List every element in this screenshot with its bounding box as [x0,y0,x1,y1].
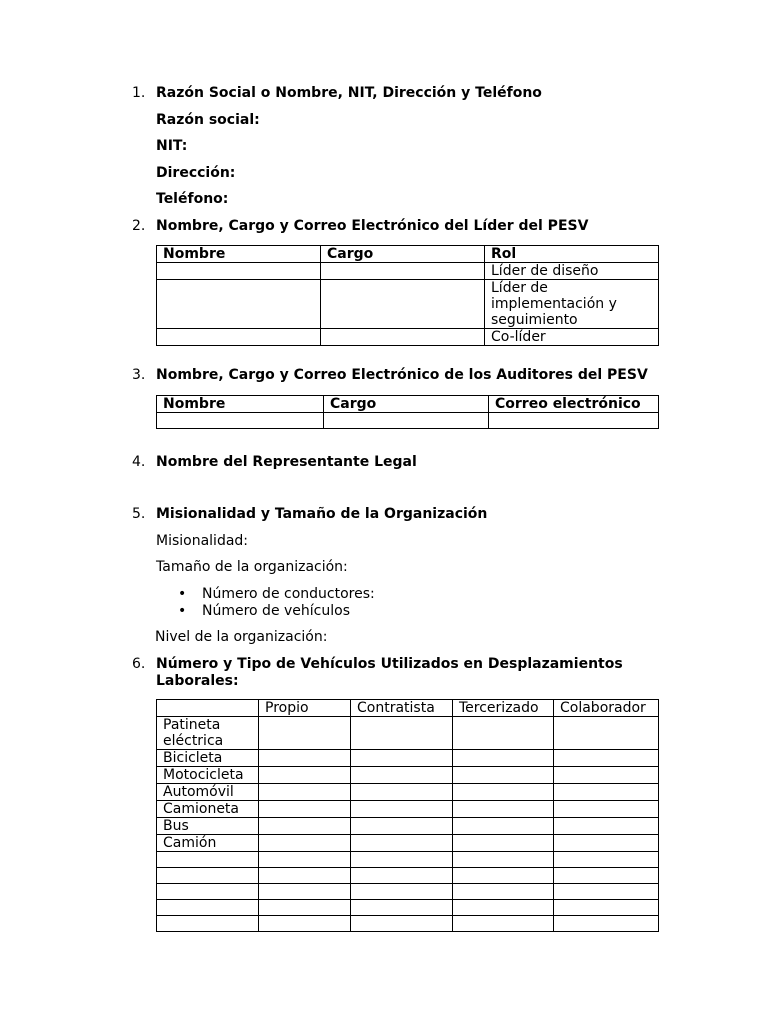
tamano-label: Tamaño de la organización: [156,559,348,575]
bullet-vehiculos: Número de vehículos [202,603,350,619]
table-row [157,280,659,329]
table-cell[interactable] [157,413,324,429]
role-cell: Co-líder [485,329,659,346]
leader-table [156,245,659,346]
section-title-4: Nombre del Representante Legal [156,454,417,470]
table-row [157,818,659,835]
role-cell [485,280,659,329]
table-row [157,784,659,801]
table-cell[interactable] [259,750,351,767]
table-cell[interactable] [259,868,351,884]
table-cell[interactable] [351,717,453,750]
table-cell[interactable] [554,835,659,852]
table-cell[interactable] [321,280,485,329]
vehicle-label: Bicicleta [157,750,259,767]
section-number-5: 5. [132,506,146,522]
auditors-table [156,395,659,429]
table-header-row [157,246,659,263]
field-nit: NIT: [156,138,188,154]
table-cell[interactable] [259,916,351,932]
table-row [157,767,659,784]
table-cell[interactable] [554,916,659,932]
table-cell[interactable] [453,900,554,916]
table-cell[interactable] [554,784,659,801]
section-number-4: 4. [132,454,146,470]
field-direccion: Dirección: [156,165,236,181]
table-cell[interactable] [157,263,321,280]
table-row [157,835,659,852]
table-cell[interactable] [351,916,453,932]
table-cell[interactable] [554,801,659,818]
header-cargo: Cargo [321,246,485,263]
table-cell[interactable] [351,835,453,852]
header-correo: Correo electrónico [489,396,659,413]
role-line: seguimiento [491,312,578,328]
table-cell[interactable] [351,767,453,784]
header-tercerizado: Tercerizado [453,700,554,717]
table-cell[interactable] [453,868,554,884]
table-cell[interactable] [259,900,351,916]
table-header-row [157,700,659,717]
table-row [157,329,659,346]
table-cell[interactable] [324,413,489,429]
table-cell[interactable] [554,852,659,868]
header-propio: Propio [259,700,351,717]
section-title-6-line2: Laborales: [156,673,239,689]
table-row [157,413,659,429]
section-title-3: Nombre, Cargo y Correo Electrónico de los Auditores del PESV [156,367,648,383]
table-cell[interactable] [453,852,554,868]
table-cell[interactable] [351,784,453,801]
table-row [157,852,659,868]
table-cell[interactable] [259,767,351,784]
table-header-row [157,396,659,413]
table-cell[interactable] [351,801,453,818]
table-cell[interactable] [157,916,259,932]
table-cell[interactable] [259,884,351,900]
table-cell[interactable] [453,784,554,801]
table-cell[interactable] [259,784,351,801]
table-cell[interactable] [453,801,554,818]
table-cell[interactable] [554,900,659,916]
vehicle-label: Motocicleta [157,767,259,784]
nivel-label: Nivel de la organización: [155,629,328,645]
table-row [157,717,659,750]
table-row [157,801,659,818]
section-number-6: 6. [132,656,146,672]
table-cell[interactable] [157,852,259,868]
table-row [157,868,659,884]
table-cell[interactable] [259,801,351,818]
table-cell[interactable] [157,280,321,329]
header-empty [157,700,259,717]
bullet-icon: • [178,586,187,602]
header-cargo: Cargo [324,396,489,413]
table-cell[interactable] [157,868,259,884]
table-cell[interactable] [554,884,659,900]
header-colaborador: Colaborador [554,700,659,717]
table-cell[interactable] [351,818,453,835]
table-cell[interactable] [157,900,259,916]
role-cell: Líder de diseño [485,263,659,280]
table-row [157,884,659,900]
table-cell[interactable] [554,750,659,767]
vehicle-label-line: Patineta [163,717,221,733]
table-cell[interactable] [453,835,554,852]
vehicle-label-line: eléctrica [163,733,224,749]
table-cell[interactable] [157,884,259,900]
header-nombre: Nombre [157,396,324,413]
section-number-2: 2. [132,218,146,234]
vehicle-label: Camión [157,835,259,852]
table-cell[interactable] [259,835,351,852]
table-cell[interactable] [259,818,351,835]
table-row [157,750,659,767]
table-cell[interactable] [453,884,554,900]
section-number-3: 3. [132,367,146,383]
table-cell[interactable] [554,717,659,750]
table-cell[interactable] [554,868,659,884]
table-cell[interactable] [554,767,659,784]
section-title-6-line1: Número y Tipo de Vehículos Utilizados en Desplazamientos [156,656,623,672]
table-cell[interactable] [453,750,554,767]
table-cell[interactable] [351,900,453,916]
vehicle-label: Bus [157,818,259,835]
section-title-5: Misionalidad y Tamaño de la Organización [156,506,488,522]
section-number-1: 1. [132,85,146,101]
table-cell[interactable] [351,868,453,884]
table-cell[interactable] [453,717,554,750]
table-cell[interactable] [351,884,453,900]
table-cell[interactable] [554,818,659,835]
bullet-icon: • [178,603,187,619]
table-row [157,900,659,916]
table-cell[interactable] [321,329,485,346]
table-cell[interactable] [489,413,659,429]
section-title-1: Razón Social o Nombre, NIT, Dirección y Teléfono [156,85,542,101]
table-cell[interactable] [351,750,453,767]
table-cell[interactable] [351,852,453,868]
table-cell[interactable] [259,852,351,868]
vehicle-label: Automóvil [157,784,259,801]
field-telefono: Teléfono: [156,191,229,207]
vehicle-label [157,717,259,750]
table-row [157,916,659,932]
table-cell[interactable] [453,767,554,784]
table-row [157,263,659,280]
table-cell[interactable] [157,329,321,346]
header-rol: Rol [485,246,659,263]
misionalidad-label: Misionalidad: [156,533,249,549]
header-nombre: Nombre [157,246,321,263]
vehicles-table [156,699,659,932]
role-line: implementación y [491,296,617,312]
role-line: Líder de [491,280,548,296]
table-cell[interactable] [321,263,485,280]
section-title-2: Nombre, Cargo y Correo Electrónico del Líder del PESV [156,218,589,234]
table-cell[interactable] [453,818,554,835]
table-cell[interactable] [453,916,554,932]
vehicle-label: Camioneta [157,801,259,818]
bullet-conductores: Número de conductores: [202,586,375,602]
header-contratista: Contratista [351,700,453,717]
table-cell[interactable] [259,717,351,750]
field-razon-social: Razón social: [156,112,260,128]
